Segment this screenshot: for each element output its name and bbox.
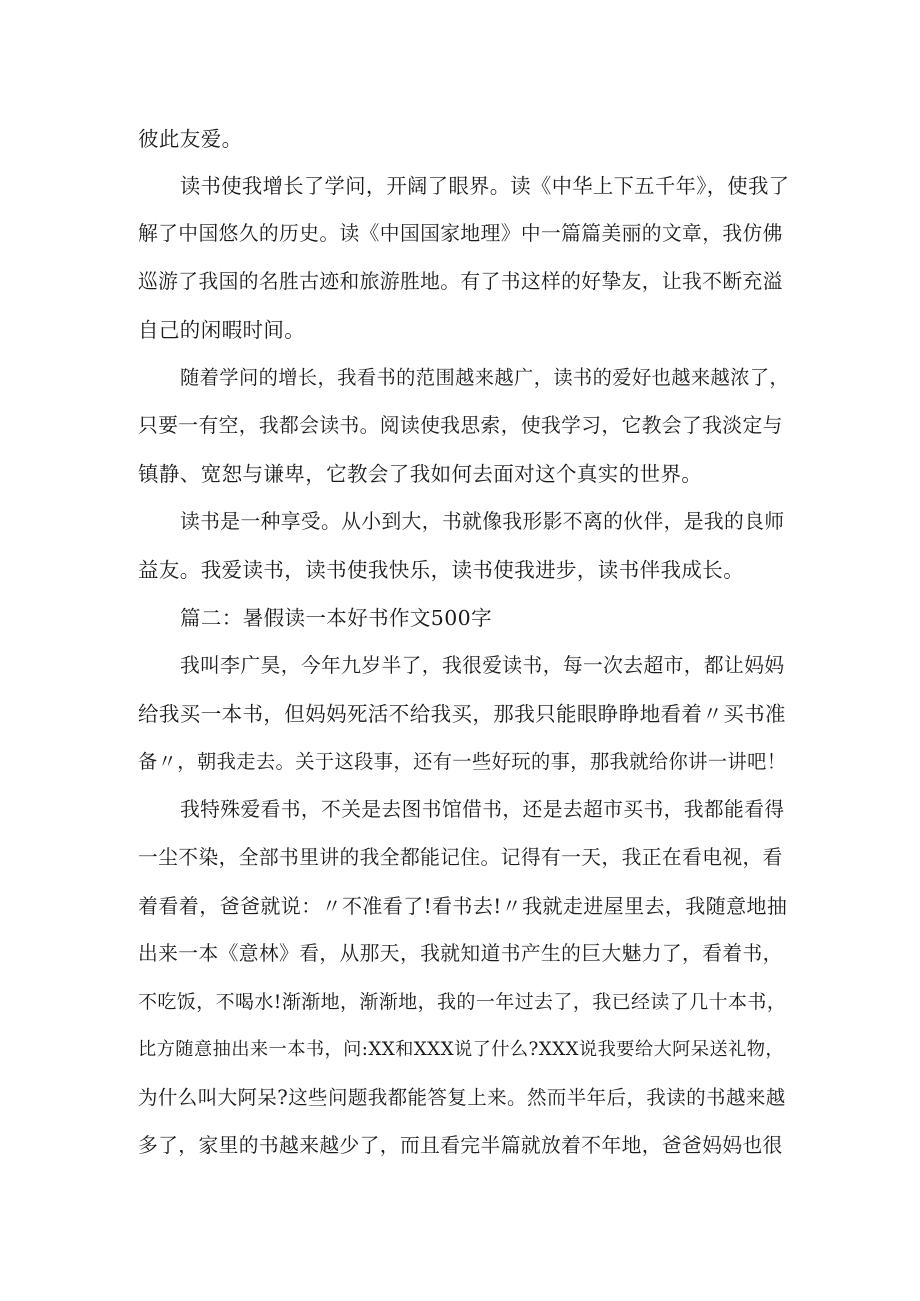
text-line: 镇静、宽恕与谦卑，它教会了我如何去面对这个真实的世界。 xyxy=(138,462,703,486)
text-line: 着看着，爸爸就说：〃不准看了!看书去!〃我就走进屋里去，我随意地抽 xyxy=(138,894,788,918)
text-line: 只要一有空，我都会读书。阅读使我思索，使我学习，它教会了我淡定与 xyxy=(138,414,783,437)
paragraph-first-line: 我特殊爱看书，不关是去图书馆借书，还是去超市买书，我都能看得 xyxy=(180,798,785,821)
text-line: 自己的闲暇时间。 xyxy=(138,318,306,342)
text-line: 解了中国悠久的历史。读《中国国家地理》中一篇篇美丽的文章，我仿佛 xyxy=(138,222,783,245)
section-heading: 篇二：暑假读一本好书作文500字 xyxy=(180,606,493,630)
paragraph-first-line: 读书使我增长了学问，开阔了眼界。读《中华上下五千年》，使我了 xyxy=(180,174,790,198)
text-line: 比方随意抽出来一本书，问:XX和XXX说了什么?XXX说我要给大阿呆送礼物， xyxy=(138,1039,785,1060)
text-line: 彼此友爱。 xyxy=(138,127,243,151)
text-line: 备〃，朝我走去。关于这段事，还有一些好玩的事，那我就给你讲一讲吧！ xyxy=(138,750,787,773)
text-line: 巡游了我国的名胜古迹和旅游胜地。有了书这样的好挚友，让我不断充溢 xyxy=(138,270,783,293)
paragraph-first-line: 读书是一种享受。从小到大，书就像我形影不离的伙伴，是我的良师 xyxy=(180,510,785,533)
text-line: 益友。我爱读书，读书使我快乐，读书使我进步，读书伴我成长。 xyxy=(138,558,745,582)
paragraph-first-line: 随着学问的增长，我看书的范围越来越广，读书的爱好也越来越浓了， xyxy=(180,366,790,389)
text-line: 多了，家里的书越来越少了，而且看完半篇就放着不年地，爸爸妈妈也很 xyxy=(138,1134,783,1157)
text-line: 不吃饭，不喝水!渐渐地，渐渐地，我的一年过去了，我已经读了几十本书， xyxy=(138,991,787,1013)
paragraph-first-line: 我叫李广昊，今年九岁半了，我很爱读书，每一次去超市，都让妈妈 xyxy=(180,654,785,677)
text-line: 给我买一本书，但妈妈死活不给我买，那我只能眼睁睁地看着〃买书准 xyxy=(138,702,786,726)
text-line: 为什么叫大阿呆?这些问题我都能答复上来。然而半年后，我读的书越来越 xyxy=(138,1086,786,1109)
text-line: 一尘不染，全部书里讲的我全都能记住。记得有一天，我正在看电视，看 xyxy=(138,846,783,869)
text-line: 出来一本《意林》看，从那天，我就知道书产生的巨大魅力了，看着书， xyxy=(138,942,783,965)
